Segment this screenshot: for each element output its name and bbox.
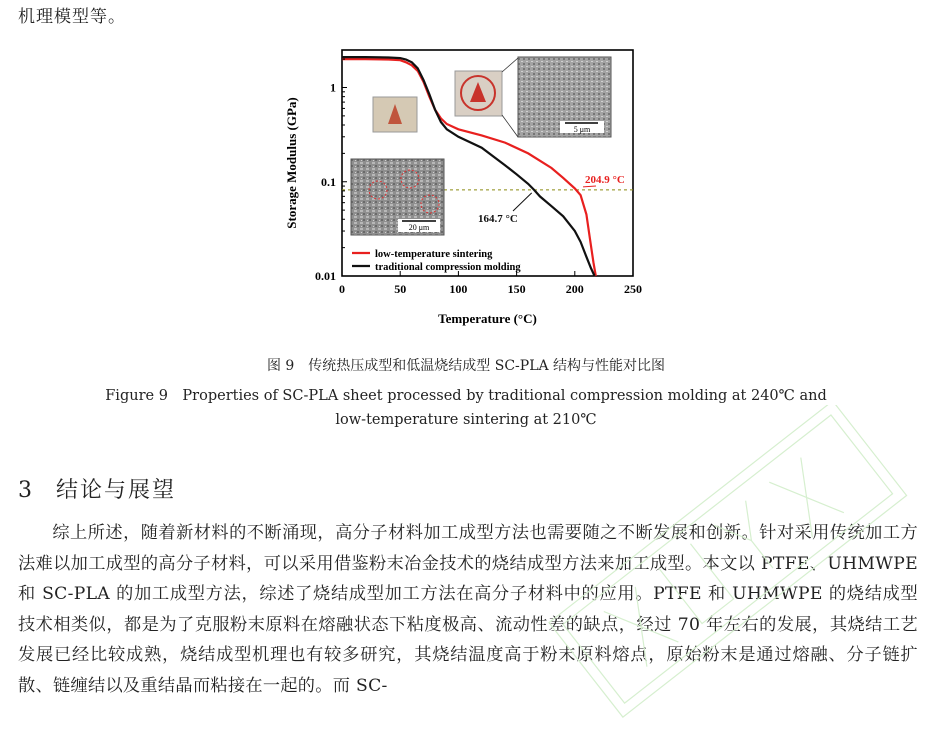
top-line-text: 机理模型等。 — [18, 7, 126, 27]
x-tick-label: 200 — [565, 282, 584, 296]
storage-modulus-chart — [0, 0, 932, 350]
legend-label-sintering: low-temperature sintering — [375, 249, 493, 260]
y-tick-label: 1 — [330, 80, 336, 95]
legend-label-compression: traditional compression molding — [375, 262, 521, 273]
x-axis-label: Temperature (°C) — [438, 311, 537, 326]
x-tick-label: 0 — [339, 282, 345, 296]
paragraph-text: 综上所述，随着新材料的不断涌现，高分子材料加工成型方法也需要随之不断发展和创新。针对采用传统加工方法难以加工成型的高分子材料，可以采用借鉴粉末冶金技术的烧结成型方法来加工成型。本文以 PTFE、UHMWPE 和 SC-PLA 的加工成型方法，综述了烧结成型加工方法在高分子材料中的应用。PTFE 和 UHMWPE 的烧结成型技术相类似，都是为了克服粉末原料在熔融状态下粘度极高、流动性差的缺点，经过 70 年左右的发展，其烧结工艺发展已经比较成熟，烧结成型机理也有较多研究，其烧结温度高于粉末原料熔点，原始粉末是通过熔融、分子链扩散、链缠结以及重结晶而粘接在一起的。而 SC- — [18, 523, 918, 696]
figure-caption-english-line1: Figure 9 Properties of SC-PLA sheet processed by traditional compression molding at 240℃ and — [105, 388, 827, 404]
section-heading — [18, 473, 176, 504]
figure-caption-english-line2: low-temperature sintering at 210℃ — [335, 412, 597, 428]
scale-label-sintered: 5 μm — [573, 125, 591, 134]
y-tick-label: 0.1 — [321, 174, 336, 189]
annotation-164-7: 164.7 °C — [478, 213, 518, 225]
figure-caption-chinese: 图 9 传统热压成型和低温烧结成型 SC-PLA 结构与性能对比图 — [266, 358, 666, 374]
section-title: 结论与展望 — [56, 478, 177, 503]
x-tick-label: 100 — [449, 282, 468, 296]
annotation-204-9: 204.9 °C — [585, 174, 625, 186]
body-paragraph — [18, 518, 918, 701]
x-tick-label: 50 — [394, 282, 407, 296]
y-tick-label: 0.01 — [315, 269, 336, 283]
y-axis-label: Storage Modulus (GPa) — [284, 97, 299, 229]
x-tick-label: 250 — [624, 282, 642, 296]
x-tick-label: 150 — [507, 282, 526, 296]
scale-label-compression: 20 μm — [408, 223, 430, 232]
section-number: 3 — [18, 478, 34, 503]
